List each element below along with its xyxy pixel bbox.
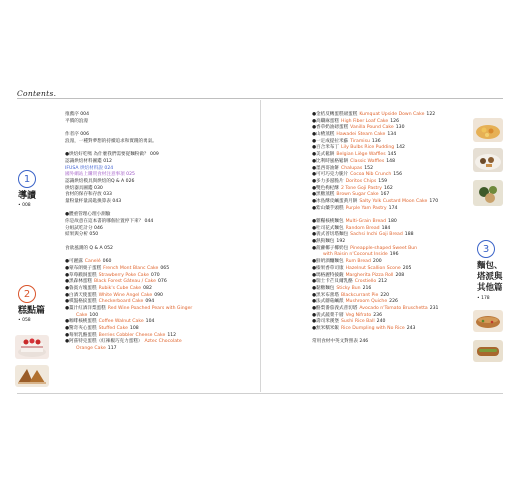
section-2-marker[interactable] [18,285,45,323]
entry-english-title: Avocado n'Tomato Bruschetta [359,305,428,311]
toc-entry[interactable] [65,139,255,146]
toc-entry[interactable] [65,212,255,219]
entry-title: ●白酒天使蛋糕 [65,292,97,298]
entry-page-number: 134 [387,132,397,138]
entry-english-title: White Wine Angel Cake [98,292,153,298]
entry-english-title: Belgian Liège Waffles [336,152,386,158]
entry-english-title: Aztec Chocolate [144,339,182,345]
toc-entry[interactable] [65,299,255,306]
entry-title: ●美式鬆餅 [312,152,335,158]
entry-title: ●義式普切塔麵包 [312,232,349,238]
toc-entry[interactable] [312,232,462,239]
entry-title: ●草莓戳洞蛋糕 [65,272,97,278]
entry-title: ●多力多滋脆片 [312,178,344,184]
section-1-number: 1 [18,170,36,188]
entry-page-number: 082 [143,285,152,291]
entry-page-number: 090 [154,292,163,298]
entry-title: ●雜糧核桃麵包 [312,219,344,224]
entry-page-number: 076 [157,279,167,285]
toc-entry[interactable] [65,219,255,226]
toc-entry[interactable] [65,346,255,353]
entry-page-number: 226 [389,299,398,305]
entry-page-number: 100 [89,312,99,318]
entry-title: ●驚奇夾心蛋糕 [65,326,97,331]
bread-list [312,219,462,333]
entry-page-number: 188 [404,232,414,238]
entry-english-title: Pineapple-shaped Sweet Bun [350,245,418,251]
toc-entry[interactable] [65,159,255,166]
entry-english-title: Chalupas [340,165,363,171]
toc-entry[interactable] [65,152,255,159]
entry-title: ●吐司花式麵包 [312,225,344,231]
entry-english-title: Blackcurrant Pie [340,292,379,298]
entry-page-number: 220 [380,292,390,298]
toc-entry[interactable] [65,246,255,253]
entry-page-number: 231 [429,305,439,311]
entry-title: 作者序 006 [65,132,90,138]
entry-title: ●香草奶油磅蛋糕 [312,125,349,131]
entry-page-number: 167 [380,192,390,198]
toc-entry[interactable] [312,206,462,213]
entry-page-number: 174 [388,205,398,211]
entry-title: ●瑞士卡芒貝爾乳酪 [312,279,353,285]
entry-title: ●黑糖蒸糕 [312,192,335,198]
entry-page-number: 212 [378,279,388,285]
mooncake-photo [473,180,503,206]
entry-english-title: Doritos Chips [345,178,377,184]
entry-english-title: Berries Cobbler Cheese Cake [98,332,166,338]
toc-entry[interactable] [312,152,462,159]
entry-title: IFUSA 烘焙材料說 024 [65,165,114,171]
cake-slices-photo [15,365,49,387]
toc-entry[interactable] [65,266,255,273]
entry-title: ●體重管理心理小測驗 [65,212,111,218]
toc-entry[interactable] [312,132,462,139]
entry-title: ●莓果乳酪蛋糕 [65,332,97,338]
entry-english-title: Orange Cake [76,346,106,352]
entry-english-title: Cake [76,312,88,318]
entry-english-title: Salty Yolk Custard Moon Cake [359,198,428,204]
spacer [65,125,255,132]
entry-title: 量粉量杯量湯匙換算表 043 [65,198,122,204]
entry-english-title: Sushi Rice Ball [340,319,375,325]
page-title: Contents. [17,89,57,98]
entry-page-number: 104 [145,319,155,325]
entry-title: 烘焙器具圖鑑 030 [65,185,103,191]
toc-entry[interactable] [312,266,462,273]
entry-title: ●阿茲特克蛋糕（紅辣椒巧克力蛋糕） [65,339,143,345]
entry-page-number: 180 [388,219,397,224]
entry-page-number: 145 [387,152,397,158]
toc-entry[interactable] [65,112,255,119]
toc-entry[interactable] [65,259,255,266]
toc-entry[interactable] [65,192,255,199]
section-2-title: 糕點篇 [18,306,46,316]
toc-entry[interactable] [65,326,255,333]
toc-entry[interactable] [312,286,462,293]
pastry-plate-photo [473,148,503,172]
entry-english-title: Rice Dumpling with No Rice [340,326,405,331]
entry-title: ●法式蘑菇鹹派 [312,299,344,305]
entry-english-title: Coffee Walnut Cake [98,319,144,325]
toc-entry[interactable] [312,219,462,226]
entry-title: ●烘焙好吃嗎 為什麼我們需要從麵粉做？ 009 [65,152,159,158]
toc-entry[interactable] [65,179,255,186]
toc-entry[interactable] [65,286,255,293]
entry-title: ●菠蘿椰子椰奶包 [312,245,349,251]
entry-title: 平價的浪漫 [65,118,88,124]
guide-list [65,152,255,252]
entry-page-number: 243 [406,326,416,331]
entry-page-number: 208 [395,272,405,278]
toc-entry[interactable] [312,192,462,199]
toc-entry[interactable] [65,279,255,286]
entry-english-title: Brown Sugar Cake [336,192,379,198]
entry-page-number: 148 [386,158,396,164]
entry-english-title: Multi-Grain Bread [345,219,387,224]
entry-page-number: 152 [364,165,374,171]
entry-english-title: Classic Waffles [350,158,385,164]
entry-page-number: 130 [395,125,405,131]
toc-entry[interactable] [65,132,255,139]
entry-english-title: Vanilla Pound Cake [350,125,394,131]
entry-title: ●義式蔬菜千層 [312,312,344,318]
entry-english-title: 2 Tone Goji Pastry [340,185,382,191]
entry-page-number: 159 [378,178,388,184]
entry-page-number: 117 [107,346,117,352]
toc-entry[interactable] [312,299,462,306]
section-2-page: • 058 [18,318,31,323]
section-1-page: • 008 [18,203,31,208]
book-spine [260,100,261,392]
entry-title: ●可麗露 [65,259,83,265]
toc-entry[interactable] [312,159,462,166]
entry-title: ●黏糖麵包 [312,285,335,291]
entry-english-title: Tiramisu [350,138,370,144]
entry-english-title: French Mont Blanc Cake [103,265,159,271]
entry-english-title: with Raisin n'Coconut Inside [323,252,388,258]
entry-english-title: Hawadei Steam Cake [336,132,386,138]
entry-title: ●咖啡核桃蛋糕 [65,319,97,325]
entry-title: ●墨西哥油餅 [312,165,339,171]
entry-title: ●冰島酥皮鹹蛋黃月餅 [312,198,358,204]
entry-title: ●紫山藥芋頭糕 [312,205,344,211]
entry-english-title: Black Forest Gâteau / Cake [93,279,156,285]
entry-english-title: High Fiber Loaf Cake [340,118,389,124]
entry-page-number: 192 [336,239,346,245]
entry-title: ●鮮奶酒釀麵包 [312,259,344,265]
entry-page-number: 136 [371,138,381,144]
entry-english-title: Veg Nifrato [345,312,372,318]
entry-english-title: Crostiello [354,279,377,285]
entry-english-title: Purple Yam Pastry [345,205,387,211]
section-3-marker[interactable] [477,240,503,301]
toc-entry[interactable] [65,232,255,239]
entry-english-title: Sachsi Inchi Goji Bread [350,232,403,238]
entry-title: 食材的保存和存放 033 [65,192,112,198]
entry-title: ●榛果香草司康 [312,265,344,271]
entry-title: ●金桔反轉蛋糕磅蛋糕 [312,112,358,117]
entry-title: 國外網站上購買食材注意事項 025 [65,172,135,178]
entry-title: 分組試吃計分 046 [65,225,103,231]
entry-english-title: Mushroom Quiche [345,299,388,305]
entry-page-number: 156 [393,172,403,178]
toc-entry[interactable] [312,319,462,326]
entry-title: 食欲風測的 Q & A 052 [65,245,113,251]
entry-title: ●酪梨番茄義式普切塔 [312,305,358,311]
entry-title: 認識烘焙材料圖鑑 012 [65,158,112,164]
toc-entry[interactable] [65,306,255,313]
entry-title: ●比利時風格鬆餅 [312,158,349,164]
section-2-number: 2 [18,285,36,303]
toc-entry[interactable] [312,112,462,119]
entry-page-number: 205 [402,265,412,271]
entry-title: ●瑪格麗特披薩 [312,272,344,278]
entry-page-number: 112 [167,332,177,338]
entry-title: 你是故意在這本書的哪個位置停下來？ 044 [65,219,154,224]
entry-page-number: 236 [373,312,382,318]
toc-entry[interactable] [312,306,462,313]
appendix-page: 246 [359,339,369,345]
toc-entry[interactable] [312,199,462,206]
entry-title: ●可可巧克力脆片 [312,172,349,178]
entry-english-title: Kumquat Upside Down Cake [359,112,425,117]
entry-title: 浪漫，一種對夢想的持續追求和實踐的勇氣。 [65,138,157,144]
entry-title: ●黑森林蛋糕 [65,279,92,285]
entry-page-number: 142 [396,145,405,151]
entry-page-number: 184 [381,225,391,231]
toc-entry[interactable] [65,199,255,206]
entry-english-title: Sticky Bun [336,285,361,291]
toc-entry[interactable] [312,259,462,266]
intro-list [65,112,255,145]
entry-page-number: 070 [150,272,160,278]
right-toc-column [312,112,462,346]
entry-page-number: 200 [372,259,382,265]
kumquat-cake-photo [473,118,503,142]
entry-page-number: 126 [390,118,399,124]
bread-loaf-photo [473,310,503,332]
cake-list-continued [312,112,462,212]
entry-english-title: Hazelnut Scallion Scone [345,265,401,271]
toc-entry[interactable] [312,172,462,179]
entry-title: ●蒙布朗栗子蛋糕 [65,265,102,271]
toc-entry[interactable] [312,326,462,333]
entry-page-number: 196 [389,252,399,258]
entry-page-number: 240 [376,319,386,325]
entry-title: ●百合米布丁 [312,145,339,151]
left-toc-column [65,112,255,353]
entry-page-number: 162 [383,185,393,191]
cake-list [65,259,255,353]
entry-english-title: Checkerboard Cake [98,299,144,305]
section-3-title: 麵包、 塔派與 其他篇 [477,261,503,293]
entry-page-number: 122 [426,112,436,117]
entry-english-title: Random Bread [345,225,380,231]
entry-page-number: 108 [129,326,139,331]
entry-title: ●高纖麻蛋糕 [312,118,339,124]
toc-entry[interactable] [312,279,462,286]
toc-entry[interactable] [65,319,255,326]
entry-english-title: Canelé [84,259,101,265]
entry-page-number: 170 [429,198,439,204]
entry-title: 推薦序 004 [65,112,90,117]
entry-page-number: 065 [160,265,170,271]
entry-english-title: Stuffed Cake [98,326,128,331]
entry-english-title: Rum Bread [345,259,371,265]
entry-english-title: Cocoa Nib Crunch [350,172,392,178]
section-1-marker[interactable] [18,170,36,208]
entry-english-title: Red Wine Poached Pears with Ginger [107,305,193,311]
entry-page-number: 094 [145,299,155,305]
bottom-rule [17,393,503,394]
entry-title: ●魯賓方塊蛋糕 [65,285,97,291]
entry-title: 結果與分析 050 [65,232,99,238]
entry-title: ●一定成提拉米蘇 [312,138,349,144]
entry-english-title: Rubik's Cube Cake [98,285,142,291]
spacer [65,239,255,246]
section-1-title: 導讀 [18,191,37,201]
top-rule [17,98,503,99]
entry-title: ●無米糯米飯 [312,326,339,331]
appendix-entry[interactable] [312,339,462,346]
strawberry-cake-photo [15,335,49,359]
entry-english-title: Strawberry Poke Cake [98,272,149,278]
toc-entry[interactable] [312,179,462,186]
toc-entry[interactable] [65,119,255,126]
section-3-number: 3 [477,240,495,258]
entry-title: ●熱狗麵包 [312,239,335,245]
entry-title: ●黑米布蕾塔 [312,292,339,298]
entry-title: ●壽司米漢堡 [312,319,339,325]
entry-english-title: Lily Bulbs Rice Pudding [340,145,395,151]
entry-title: ●薑汁紅酒洋梨蛋糕 [65,305,106,311]
toc-entry[interactable] [312,145,462,152]
entry-page-number: 060 [102,259,112,265]
entry-title: ●棋盤格紋蛋糕 [65,299,97,305]
roll-bread-photo [473,340,503,362]
section-3-page: • 178 [477,296,490,301]
entry-english-title: Margherita Pizza Roll [345,272,394,278]
entry-page-number: 216 [362,285,372,291]
appendix-label: 常用食材中英文對照表 [312,339,358,345]
entry-title: 認識烘焙模具與烘焙的Q & A 026 [65,178,135,184]
entry-title: ●山楂蒸糕 [312,132,335,138]
toc-entry[interactable] [65,172,255,179]
toc-entry[interactable] [312,239,462,246]
entry-title: ●雙色枸杞酥 [312,185,339,191]
